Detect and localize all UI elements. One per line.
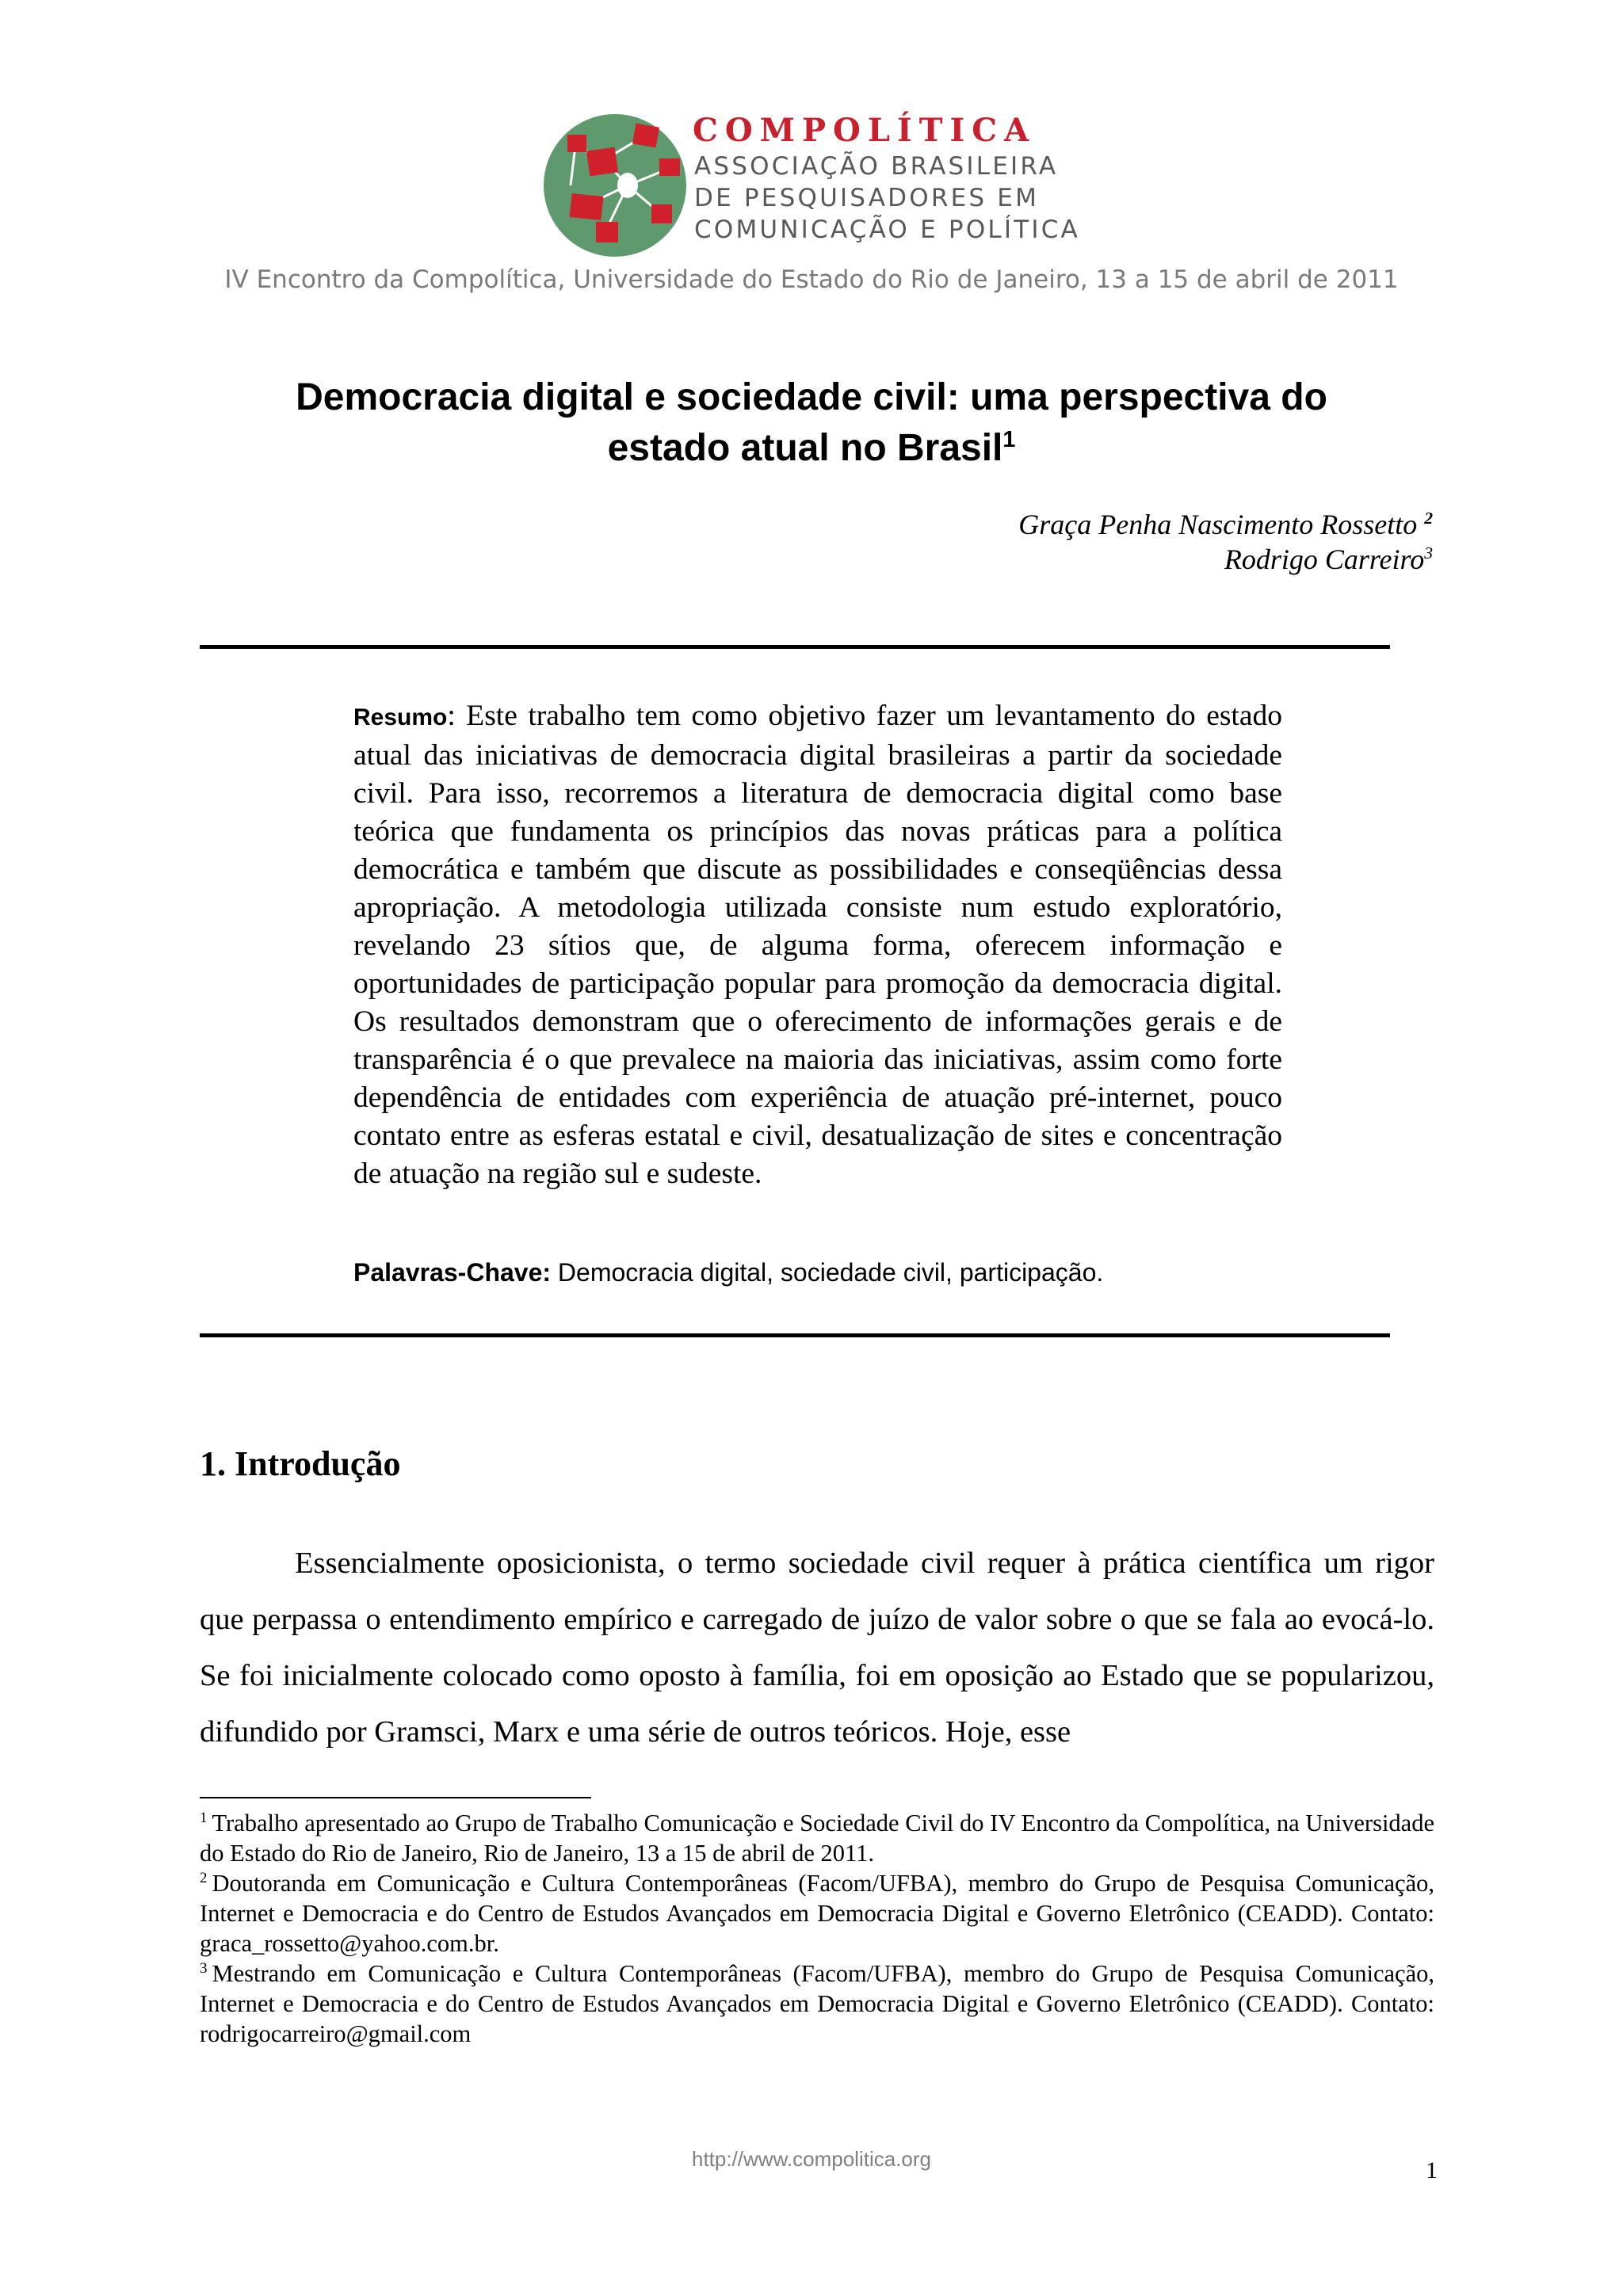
- abstract-text: : Este trabalho tem como objetivo fazer um levantamento do estado atual das iniciativas de democracia digital brasileiras a partir da sociedade civil. Para isso, recorremos a literatura de democracia digital como base teórica que fundamenta os princípios das novas práticas para a política democrática e também que discute as possibilidades e conseqüências dessa apropriação. A metodologia utilizada consiste num estudo exploratório, revelando 23 sítios que, de alguma forma, oferecem informação e oportunidades de participação popular para promoção da democracia digital. Os resultados demonstram que o oferecimento de informações gerais e de transparência é o que prevalece na maioria das iniciativas, assim como forte dependência de entidades com experiência de atuação pré-internet, pouco contato entre as esferas estatal e civil, desatualização de sites e concentração de atuação na região sul e sudeste.: [353, 700, 1282, 1190]
- keywords: [353, 1258, 1103, 1287]
- footnote-2-num: 2: [200, 1869, 208, 1886]
- authors: [1018, 507, 1433, 577]
- footnote-1: [200, 1808, 1434, 1868]
- abstract: [353, 697, 1282, 1193]
- author-1-name: Graça Penha Nascimento Rossetto: [1018, 509, 1425, 540]
- title-footnote-ref: 1: [1002, 427, 1016, 452]
- org-line-1: ASSOCIAÇÃO BRASILEIRA: [694, 152, 1059, 181]
- footnote-3: [200, 1958, 1434, 2049]
- org-name: COMPOLÍTICA: [693, 112, 1037, 149]
- title-line-1: Democracia digital e sociedade civil: uma perspectiva do: [296, 376, 1327, 418]
- footnote-2-text: Doutoranda em Comunicação e Cultura Contemporâneas (Facom/UFBA), membro do Grupo de Pesquisa Comunicação, Internet e Democracia e do Centro de Estudos Avançados em Democracia Digital e Governo Eletrônico (CEADD). Contato: graca_rossetto@yahoo.com.br.: [200, 1870, 1434, 1957]
- footnote-2: [200, 1868, 1434, 1958]
- footer-url[interactable]: http://www.compolitica.org: [691, 2147, 931, 2171]
- footnote-rule: [200, 1797, 591, 1798]
- org-line-3: COMUNICAÇÃO E POLÍTICA: [694, 215, 1080, 244]
- footnote-1-num: 1: [200, 1809, 208, 1826]
- bottom-rule: [200, 1333, 1390, 1337]
- keywords-label: Palavras-Chave:: [353, 1258, 552, 1287]
- conference-line: IV Encontro da Compolítica, Universidade do Estado do Rio de Janeiro, 13 a 15 de abril de 2011: [224, 265, 1399, 294]
- compolitica-network-logo-icon: [536, 113, 694, 258]
- abstract-label: Resumo: [353, 704, 448, 730]
- page-number: 1: [1426, 2157, 1438, 2183]
- author-2: [1018, 542, 1433, 577]
- keywords-text: Democracia digital, sociedade civil, participação.: [551, 1258, 1104, 1287]
- author-2-ref: 3: [1424, 543, 1433, 563]
- footnote-3-text: Mestrando em Comunicação e Cultura Contemporâneas (Facom/UFBA), membro do Grupo de Pesquisa Comunicação, Internet e Democracia e do Centro de Estudos Avançados em Democracia Digital e Governo Eletrônico (CEADD). Contato: rodrigocarreiro@gmail.com: [200, 1960, 1434, 2047]
- author-2-name: Rodrigo Carreiro: [1224, 543, 1425, 575]
- footnote-1-text: Trabalho apresentado ao Grupo de Trabalho Comunicação e Sociedade Civil do IV Encontro da Compolítica, na Universidade do Estado do Rio de Janeiro, Rio de Janeiro, 13 a 15 de abril de 2011.: [200, 1810, 1434, 1867]
- paper-title: [158, 372, 1465, 474]
- org-line-2: DE PESQUISADORES EM: [694, 184, 1040, 212]
- section-heading: 1. Introdução: [200, 1444, 401, 1483]
- title-line-2-text: estado atual no Brasil: [607, 427, 1003, 469]
- author-1-ref: 2: [1424, 509, 1433, 528]
- top-rule: [200, 645, 1390, 649]
- footnote-3-num: 3: [200, 1959, 208, 1977]
- section-paragraph: Essencialmente oposicionista, o termo sociedade civil requer à prática científica um rigor que perpassa o entendimento empírico e carregado de juízo de valor sobre o que se fala ao evocá-lo. Se foi inicialmente colocado como oposto à família, foi em oposição ao Estado que se popularizou, difundido por Gramsci, Marx e uma série de outros teóricos. Hoje, esse: [200, 1547, 1434, 1749]
- footnotes: [200, 1808, 1434, 2049]
- title-line-2: [158, 423, 1465, 474]
- author-1: [1018, 507, 1433, 542]
